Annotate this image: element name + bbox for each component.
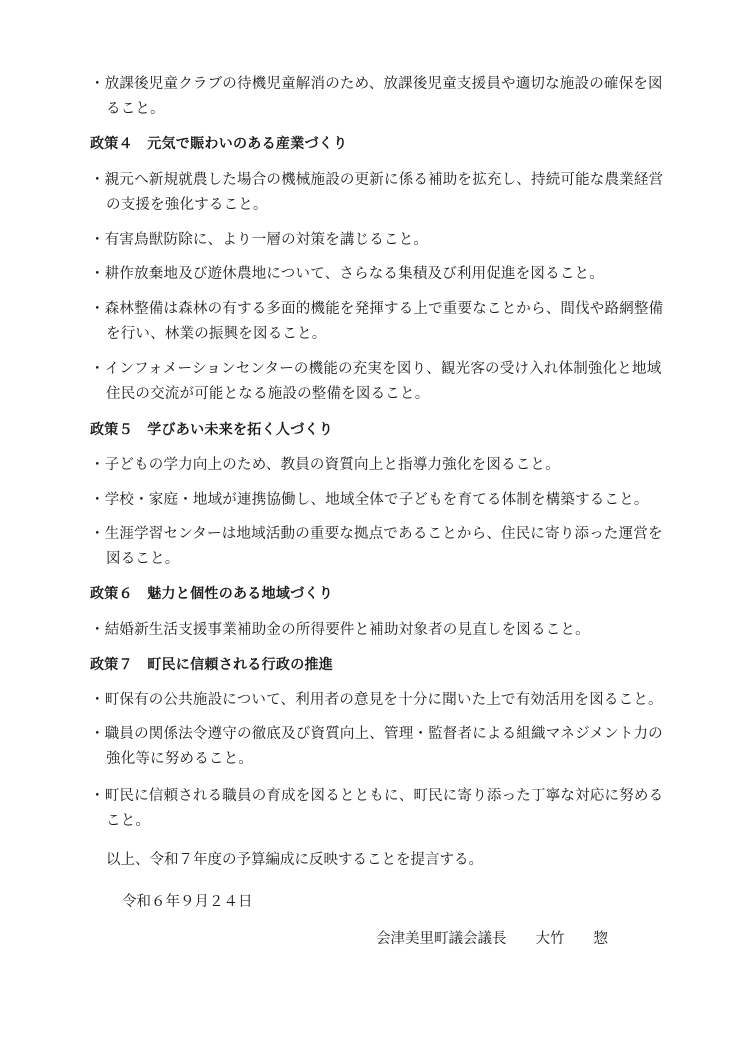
list-item: [90, 618, 690, 643]
list-item: [90, 453, 690, 478]
policy-heading: 政策６ 魅力と個性のある地域づくり: [90, 586, 334, 602]
list-item-line: こと。: [106, 813, 151, 829]
list-item-line: 住民の交流が可能となる施設の整備を図ること。: [106, 386, 430, 402]
list-item-line: ・森林整備は森林の有する多面的機能を発揮する上で重要なことから、間伐や路網整備: [90, 301, 664, 317]
policy-heading: 政策５ 学びあい未来を拓く人づくり: [90, 422, 334, 438]
list-item-line: ・生涯学習センターは地域活動の重要な拠点であることから、住民に寄り添った運営を: [90, 526, 663, 542]
list-item: [90, 228, 690, 253]
closing-statement: 以上、令和７年度の予算編成に反映することを提言する。: [106, 852, 483, 868]
list-item-line: ・町保有の公共施設について、利用者の意見を十分に聞いた上で有効活用を図ること。: [90, 692, 663, 708]
list-item-line: ・結婚新生活支援事業補助金の所得要件と補助対象者の見直しを図ること。: [90, 622, 590, 638]
list-item-line: ・子どもの学力向上のため、教員の資質向上と指導力強化を図ること。: [90, 457, 560, 473]
list-item-line: ・学校・家庭・地域が連携協働し、地域全体で子どもを育てる体制を構築すること。: [90, 492, 649, 508]
list-item-line: ・耕作放棄地及び遊休農地について、さらなる集積及び利用促進を図ること。: [90, 266, 604, 282]
list-item: [90, 488, 690, 513]
list-item: [90, 688, 690, 713]
list-item: [90, 522, 690, 572]
list-item-line: ・町民に信頼される職員の育成を図るとともに、町民に寄り添った丁寧な対応に努める: [90, 788, 664, 804]
list-item: [90, 168, 690, 218]
list-item-line: ・インフォメーションセンターの機能の充実を図り、観光客の受け入れ体制強化と地域: [90, 361, 662, 377]
list-item-line: 図ること。: [106, 551, 180, 567]
list-item: [90, 722, 690, 772]
list-item-line: の支援を強化すること。: [106, 197, 268, 213]
list-item-line: を行い、林業の振興を図ること。: [106, 326, 327, 342]
policy-heading: 政策７ 町民に信頼される行政の推進: [90, 657, 334, 673]
list-item: [90, 262, 690, 287]
document-date: 令和６年９月２４日: [122, 894, 253, 910]
policy-heading: 政策４ 元気で賑わいのある産業づくり: [90, 136, 348, 152]
list-item-line: ・放課後児童クラブの待機児童解消のため、放課後児童支援員や適切な施設の確保を図: [90, 76, 663, 92]
list-item: [90, 297, 690, 347]
list-item-line: ・職員の関係法令遵守の徹底及び資質向上、管理・監督者による組織マネジメント力の: [90, 726, 663, 742]
list-item-line: ・親元へ新規就農した場合の機械施設の更新に係る補助を拡充し、持続可能な農業経営: [90, 172, 664, 188]
list-item-line: ・有害鳥獣防除に、より一層の対策を講じること。: [90, 232, 429, 248]
list-item-line: 強化等に努めること。: [106, 751, 253, 767]
signature-line: 会津美里町議会議長 大竹 惣: [376, 931, 608, 947]
list-item: [90, 357, 690, 407]
list-item-line: ること。: [106, 101, 165, 117]
list-item: [90, 72, 690, 122]
list-item: [90, 784, 690, 834]
